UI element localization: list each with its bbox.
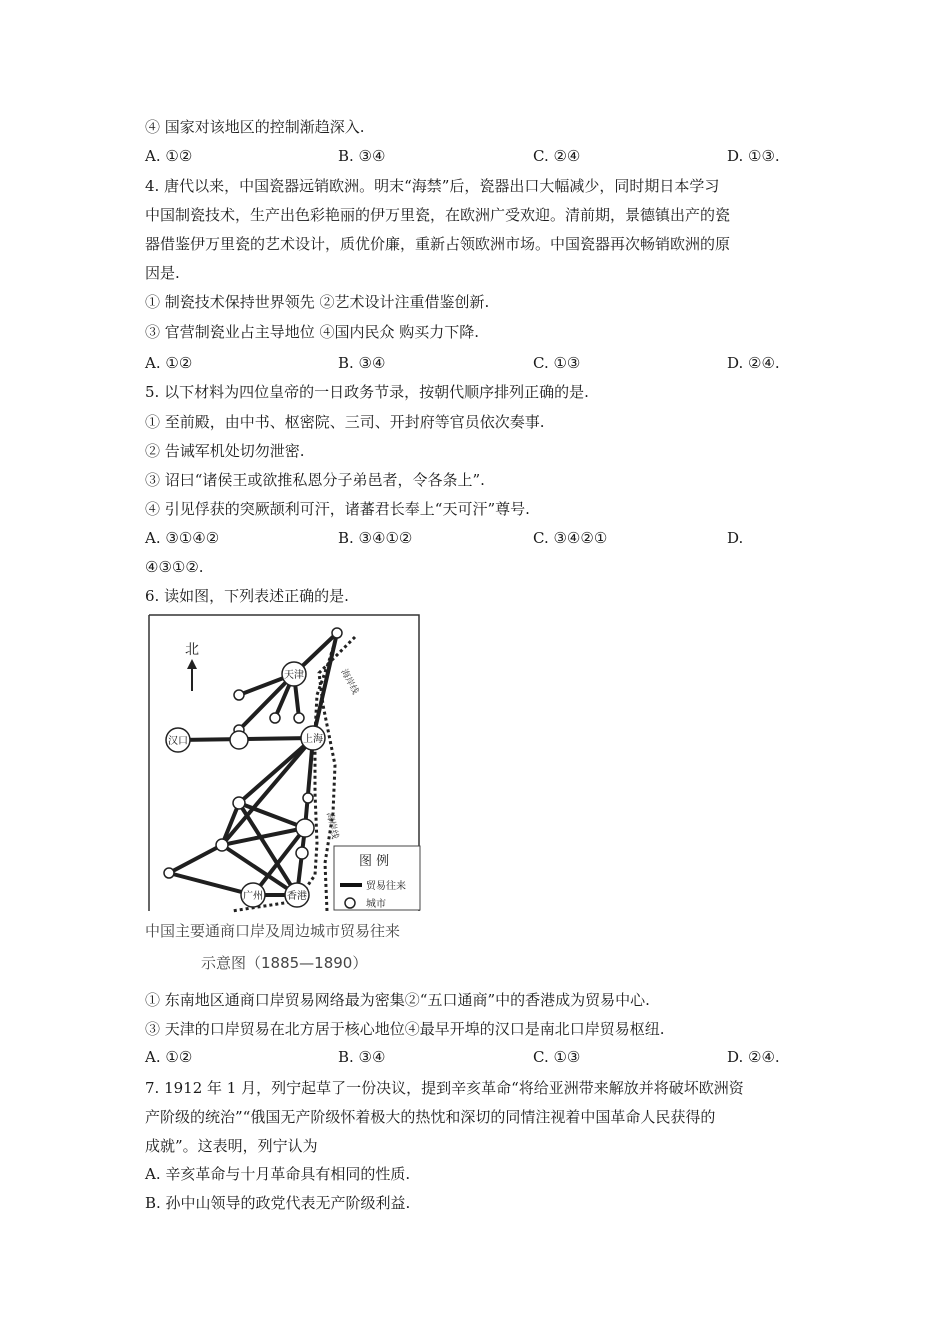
- q4-stem-line-2: 中国制瓷技术，生产出色彩艳丽的伊万里瓷，在欧洲广受欢迎。清前期，景德镇出产的瓷: [145, 206, 731, 224]
- q5-item-1: ① 至前殿，由中书、枢密院、三司、开封府等官员依次奏事.: [145, 413, 545, 431]
- q5-option-d-label: D.: [727, 529, 744, 547]
- coastline-label-mid: 海岸线: [324, 811, 340, 841]
- q6-option-a: A. ①②: [145, 1048, 193, 1066]
- q7-option-a: A. 辛亥革命与十月革命具有相同的性质.: [145, 1165, 411, 1183]
- q5-stem: 5. 以下材料为四位皇帝的一日政务节录，按朝代顺序排列正确的是.: [145, 383, 589, 401]
- q3-option-a: A. ①②: [145, 147, 193, 165]
- city-marker: [270, 713, 280, 723]
- trade-map: [147, 613, 425, 913]
- city-label-hankou: 汉口: [168, 736, 188, 747]
- q6-option-b: B. ③④: [338, 1048, 386, 1066]
- city-label-hongkong: 香港: [287, 891, 307, 902]
- q3-option-c: C. ②④: [533, 147, 581, 165]
- city-marker: [233, 797, 245, 809]
- q6-option-c: C. ①③: [533, 1048, 581, 1066]
- q6-item-1-2: ① 东南地区通商口岸贸易网络最为密集②“五口通商”中的香港成为贸易中心.: [145, 991, 650, 1009]
- city-marker: [234, 690, 244, 700]
- q4-option-c: C. ①③: [533, 354, 581, 372]
- route: [222, 803, 239, 845]
- coastline-label-top: 海岸线: [338, 667, 360, 697]
- legend-title: 图 例: [359, 854, 390, 869]
- q6-option-d: D. ②④.: [727, 1048, 780, 1066]
- q3-item-4: ④ 国家对该地区的控制渐趋深入.: [145, 118, 365, 136]
- q5-option-b: B. ③④①②: [338, 529, 413, 547]
- q7-option-b: B. 孙中山领导的政党代表无产阶级利益.: [145, 1194, 411, 1212]
- q7-stem-line-2: 产阶级的统治”“俄国无产阶级怀着极大的热忱和深切的同情注视着中国革命人民获得的: [145, 1108, 716, 1126]
- q5-item-2: ② 告诫军机处切勿泄密.: [145, 442, 305, 460]
- q3-option-d: D. ①③.: [727, 147, 780, 165]
- q4-option-a: A. ①②: [145, 354, 193, 372]
- trade-routes: [169, 633, 337, 895]
- city-marker: [296, 819, 314, 837]
- q5-option-c: C. ③④②①: [533, 529, 608, 547]
- city-label-shanghai: 上海: [303, 734, 323, 745]
- q5-option-a: A. ③①④②: [145, 529, 220, 547]
- city-label-guangzhou: 广州: [243, 891, 263, 902]
- q4-option-b: B. ③④: [338, 354, 386, 372]
- legend-city-icon: [345, 898, 355, 908]
- q4-stem-line-4: 因是.: [145, 264, 180, 282]
- q5-item-4: ④ 引见俘获的突厥颉利可汗，诸蕃君长奉上“天可汗”尊号.: [145, 500, 530, 518]
- q5-option-d-value: ④③①②.: [145, 558, 204, 576]
- q4-option-d: D. ②④.: [727, 354, 780, 372]
- city-marker: [303, 793, 313, 803]
- legend-city-label: 城市: [366, 899, 386, 910]
- q4-item-3-4: ③ 官营制瓷业占主导地位 ④国内民众 购买力下降.: [145, 323, 480, 341]
- q3-option-b: B. ③④: [338, 147, 386, 165]
- route: [169, 873, 253, 895]
- city-marker: [296, 847, 308, 859]
- legend-trade-label: 贸易往来: [366, 881, 406, 892]
- city-marker: [294, 713, 304, 723]
- q4-stem-line-3: 器借鉴伊万里瓷的艺术设计，质优价廉，重新占领欧洲市场。中国瓷器再次畅销欧洲的原: [145, 235, 731, 253]
- q7-stem-line-1: 7. 1912 年 1 月，列宁起草了一份决议，提到辛亥革命“将给亚洲带来解放并将破坏欧洲资: [145, 1079, 744, 1097]
- route: [313, 633, 337, 738]
- q4-item-1-2: ① 制瓷技术保持世界领先 ②艺术设计注重借鉴创新.: [145, 293, 490, 311]
- trade-map-figure: [147, 613, 425, 913]
- route: [239, 738, 313, 803]
- north-arrowhead-icon: [187, 659, 197, 669]
- q6-stem: 6. 读如图，下列表述正确的是.: [145, 587, 349, 605]
- map-caption-line-2: 示意图（1885—1890）: [201, 954, 368, 972]
- route: [305, 738, 313, 828]
- q4-stem-line-1: 4. 唐代以来，中国瓷器远销欧洲。明末“海禁”后，瓷器出口大幅减少，同时期日本学习: [145, 177, 720, 195]
- route: [169, 845, 222, 873]
- city-marker: [230, 731, 248, 749]
- north-label: 北: [185, 642, 199, 658]
- city-marker: [164, 868, 174, 878]
- city-marker: [216, 839, 228, 851]
- q6-item-3-4: ③ 天津的口岸贸易在北方居于核心地位④最早开埠的汉口是南北口岸贸易枢纽.: [145, 1020, 665, 1038]
- map-caption-line-1: 中国主要通商口岸及周边城市贸易往来: [145, 922, 401, 940]
- q5-item-3: ③ 诏曰“诸侯王或欲推私恩分子弟邑者，令各条上”.: [145, 471, 485, 489]
- city-marker: [332, 628, 342, 638]
- q7-stem-line-3: 成就”。这表明，列宁认为: [145, 1137, 318, 1155]
- city-label-tianjin: 天津: [284, 670, 304, 681]
